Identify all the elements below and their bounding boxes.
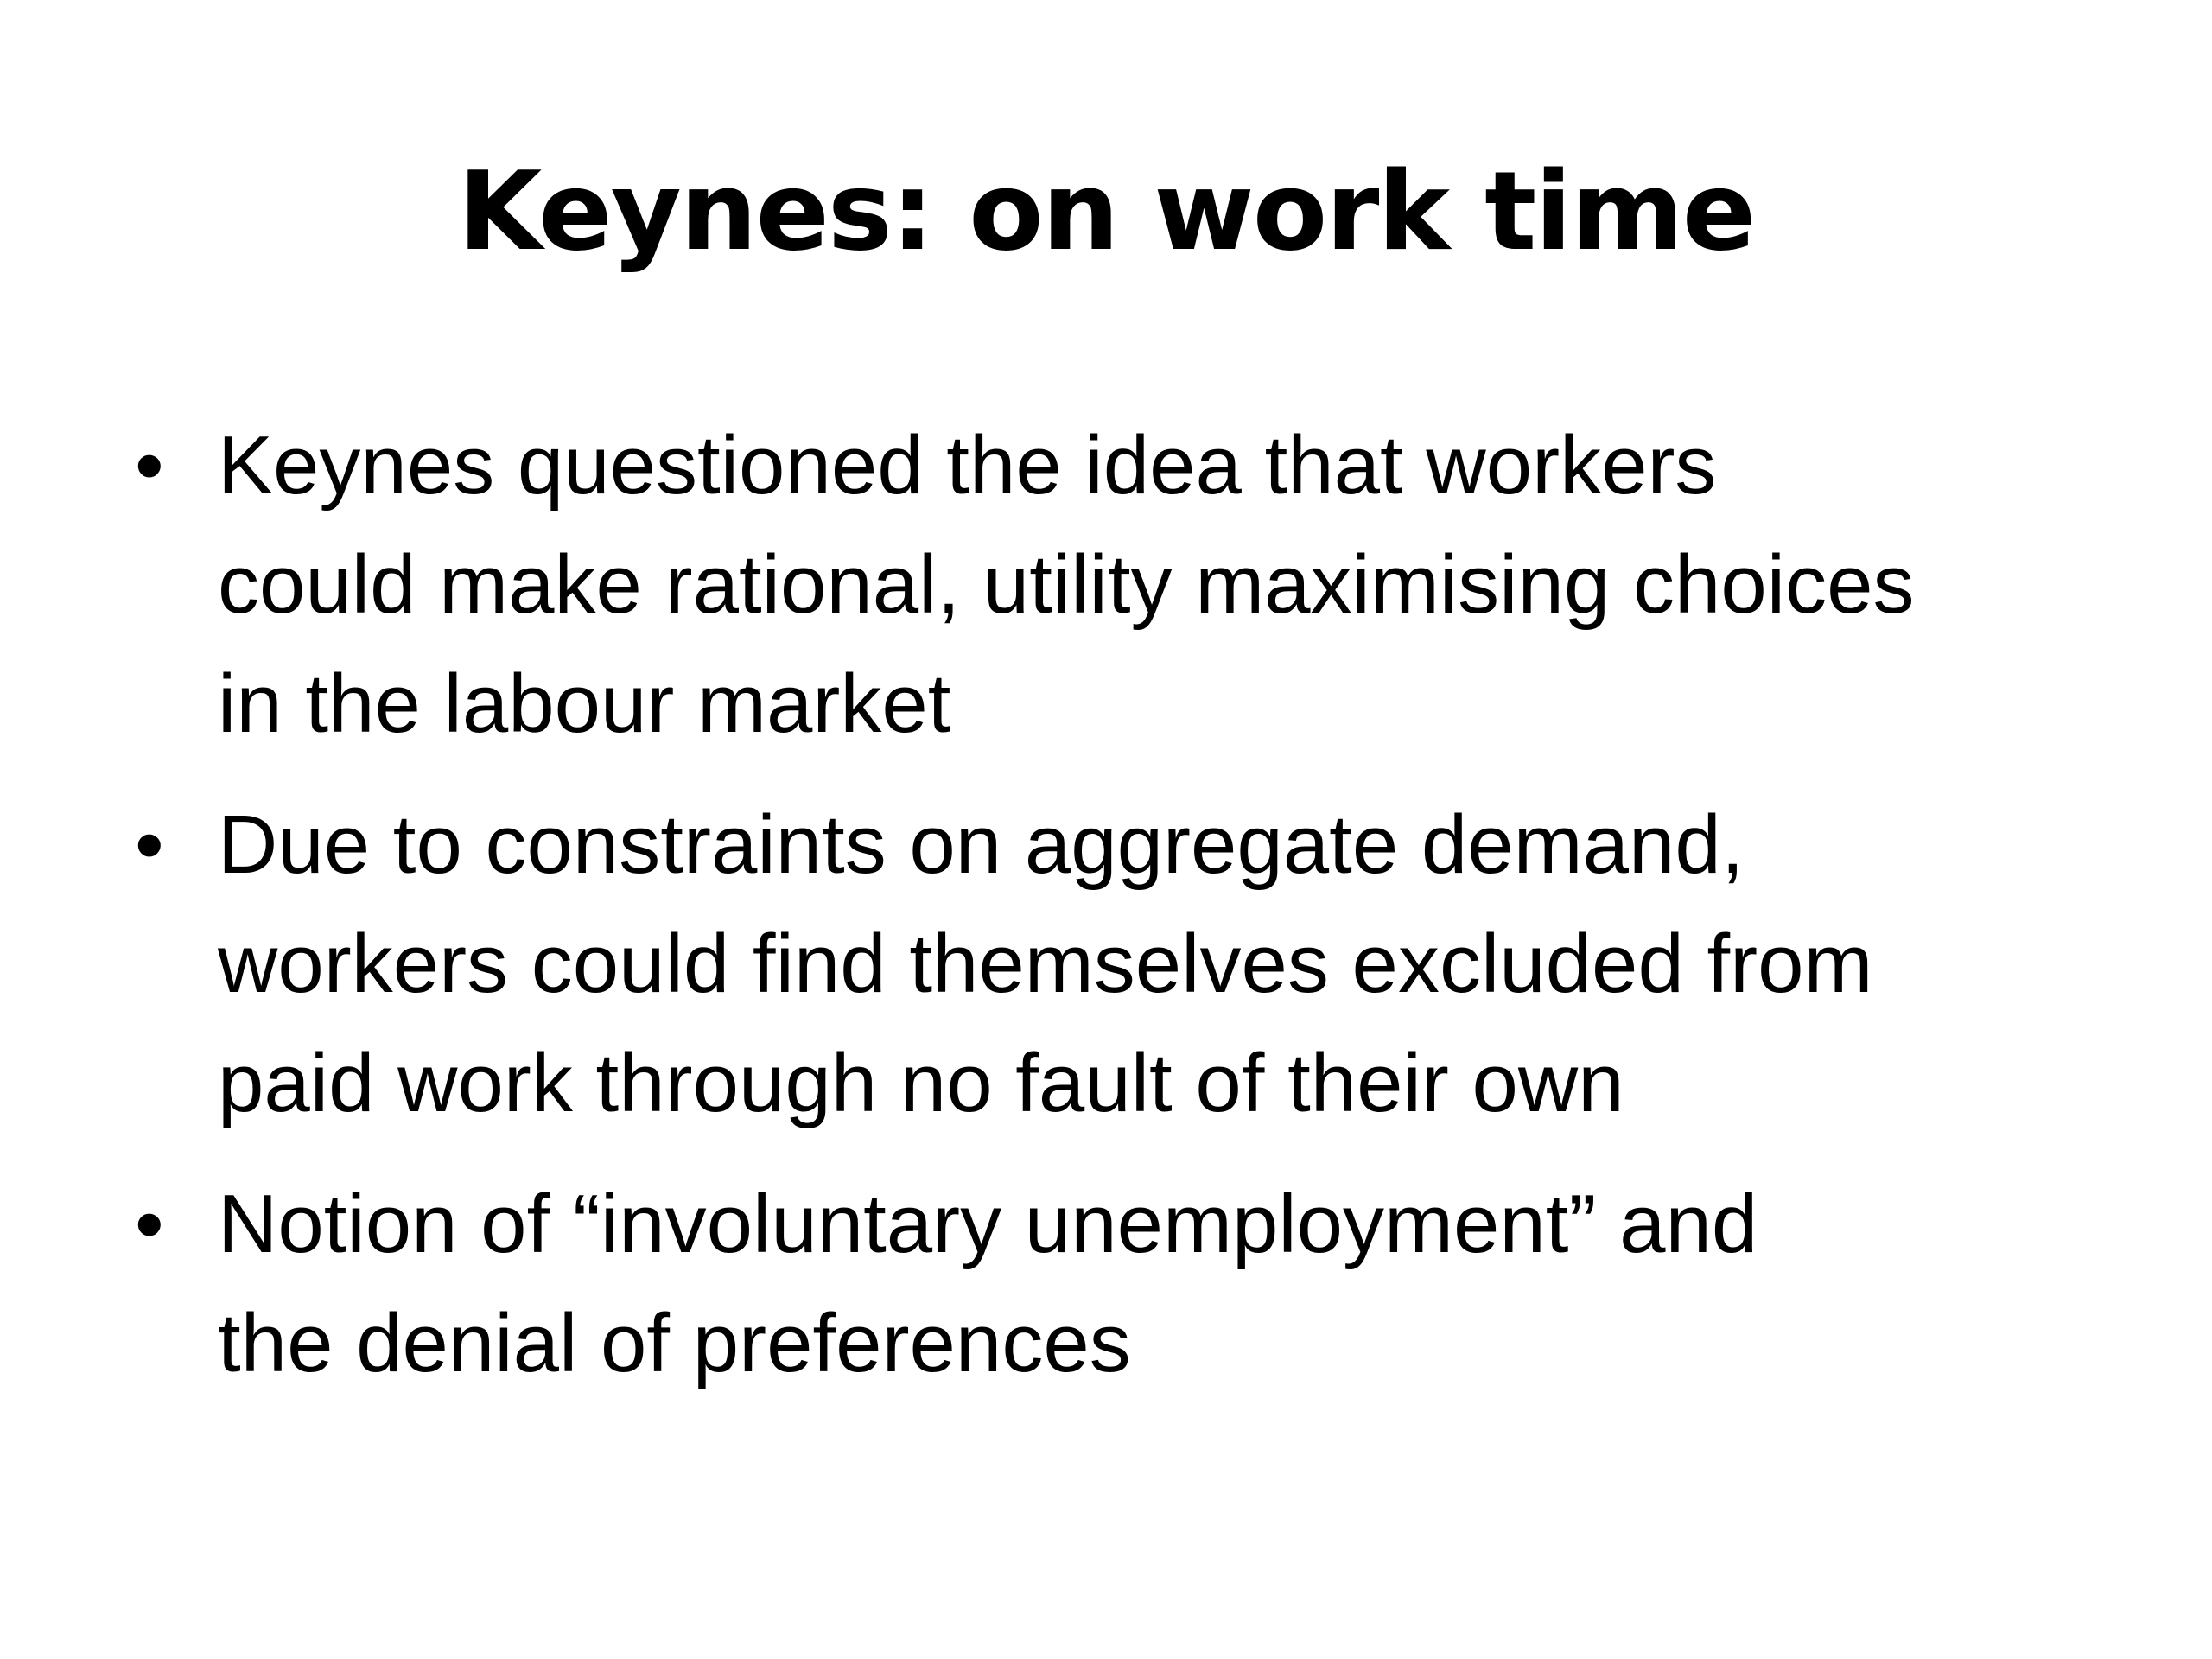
bullet-item <box>130 785 2117 1143</box>
bullet-list <box>130 406 2117 1425</box>
bullet-line: in the labour market <box>218 658 951 750</box>
bullet-line: could make rational, utility maximising choices <box>218 538 1915 631</box>
bullet-line: the denial of preferences <box>218 1297 1131 1389</box>
bullet-line: workers could find themselves excluded from <box>218 918 1873 1010</box>
bullet-dot-icon: • <box>135 419 164 512</box>
bullet-line: paid work through no fault of their own <box>218 1037 1624 1129</box>
bullet-dot-icon: • <box>135 1178 164 1270</box>
bullet-line: Keynes questioned the idea that workers <box>218 419 1717 512</box>
bullet-dot-icon: • <box>135 798 164 891</box>
bullet-line: Notion of “involuntary unemployment” and <box>218 1178 1758 1270</box>
slide-title: Keynes: on work time <box>457 148 1755 275</box>
bullet-item <box>130 1165 2117 1403</box>
bullet-item <box>130 406 2117 764</box>
bullet-line: Due to constraints on aggregate demand, <box>218 798 1745 891</box>
